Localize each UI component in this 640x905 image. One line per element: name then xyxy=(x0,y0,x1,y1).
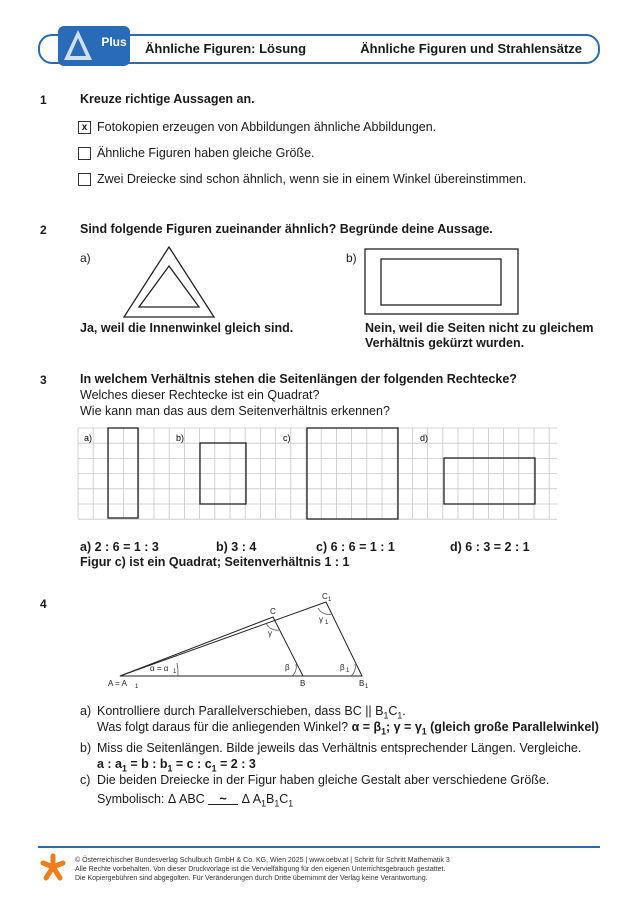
task3-question: In welchem Verhältnis stehen die Seitenlängen der folgenden Rechtecke? xyxy=(80,372,517,386)
label-alpha-sub: 1 xyxy=(173,669,177,675)
task2-a-label: a) xyxy=(80,251,91,265)
similarity-symbol: ~ xyxy=(208,794,238,805)
task1-option-3: Zwei Dreiecke sind schon ähnlich, wenn sie in einem Winkel übereinstimmen. xyxy=(97,172,527,186)
footer-line-3: Die Kopiergebühren sind abgegolten. Für Veränderungen durch Dritte übernimmt der Verlag keine Verantwortung. xyxy=(75,875,428,882)
rect-a xyxy=(108,428,138,518)
label-beta1: β xyxy=(340,663,345,672)
task1-number: 1 xyxy=(40,93,47,107)
grid-label-d: d) xyxy=(420,433,429,443)
label-beta1-sub: 1 xyxy=(346,668,350,674)
grid-label-b: b) xyxy=(176,433,185,443)
triangle-diagram xyxy=(108,590,378,690)
footer-line-2: Alle Rechte vorbehalten. Von dieser Druckvorlage ist die Vervielfältigung für den eigenen Unterrichtsgebrauch gestattet. xyxy=(75,866,446,873)
label-alpha: α = α xyxy=(150,664,169,673)
task2-a-answer: Ja, weil die Innenwinkel gleich sind. xyxy=(80,321,294,335)
task3-line3: Wie kann man das aus dem Seitenverhältnis erkennen? xyxy=(80,404,390,418)
label-B1: B xyxy=(359,679,365,688)
task4-b-line1: Miss die Seitenlängen. Bilde jeweils das Verhältnis entsprechender Längen. Vergleiche. xyxy=(97,741,582,755)
task1-checkbox-1[interactable]: x xyxy=(78,121,91,134)
label-B: B xyxy=(300,679,306,688)
task1-question: Kreuze richtige Aussagen an. xyxy=(80,92,255,106)
task1-option-1: Fotokopien erzeugen von Abbildungen ähnliche Abbildungen. xyxy=(97,120,437,134)
task3-answer-a: a) 2 : 6 = 1 : 3 xyxy=(80,540,159,554)
footer-rule xyxy=(38,846,600,848)
task2-b-label: b) xyxy=(346,251,357,265)
grid-label-a: a) xyxy=(84,433,93,443)
task2-question: Sind folgende Figuren zueinander ähnlich? Begründe deine Aussage. xyxy=(80,222,493,236)
task3-answer-d: d) 6 : 3 = 2 : 1 xyxy=(450,540,530,554)
task2-b-answer-1: Nein, weil die Seiten nicht zu gleichem xyxy=(365,321,594,335)
task4-a-line1: Kontrolliere durch Parallelverschieben, dass BC || $B_1C_1$. xyxy=(97,704,406,721)
label-A: A = A xyxy=(108,679,127,688)
task3-conclusion: Figur c) ist ein Quadrat; Seitenverhältnis 1 : 1 xyxy=(80,555,350,569)
task4-a-line2: Was folgt daraus für die anliegenden Winkel? $\alpha = \beta_1$; $\gamma = \gamma_1$ (gleich große Parallelwinkel) xyxy=(97,720,599,737)
task4-c-line1: Die beiden Dreiecke in der Figur haben gleiche Gestalt aber verschiedene Größe. xyxy=(97,773,550,787)
task3-number: 3 xyxy=(40,373,47,387)
task2-number: 2 xyxy=(40,223,47,237)
task3-answer-b: b) 3 : 4 xyxy=(216,540,257,554)
task4-b-label: b) xyxy=(80,741,92,755)
label-C: C xyxy=(270,607,276,616)
page-title: Ähnliche Figuren: Lösung xyxy=(145,41,307,56)
label-beta: β xyxy=(285,663,290,672)
rectangle-figure xyxy=(364,248,520,316)
task4-c-line2: Symbolisch: Δ ABC ~ Δ $A_1B_1C_1$ xyxy=(97,792,294,809)
label-A-sub: 1 xyxy=(135,684,139,690)
task4-number: 4 xyxy=(40,597,47,611)
task3-answer-c: c) 6 : 6 = 1 : 1 xyxy=(316,540,395,554)
badge-label: Plus xyxy=(101,35,127,49)
plus-badge-icon xyxy=(58,26,130,66)
task2-b-answer-2: Verhältnis gekürzt wurden. xyxy=(365,336,525,350)
label-C1-sub: 1 xyxy=(328,597,332,603)
task4-c-label: c) xyxy=(80,773,91,787)
page-topic: Ähnliche Figuren und Strahlensätze xyxy=(360,41,582,56)
task1-option-2: Ähnliche Figuren haben gleiche Größe. xyxy=(97,146,315,160)
task4-a-label: a) xyxy=(80,704,92,718)
grid-label-c: c) xyxy=(283,433,291,443)
label-B1-sub: 1 xyxy=(365,684,369,690)
task3-line2: Welches dieser Rechtecke ist ein Quadrat? xyxy=(80,388,320,402)
label-gamma1-sub: 1 xyxy=(325,620,329,626)
triangle-figure xyxy=(120,245,220,320)
label-gamma: γ xyxy=(268,629,272,638)
task1-checkbox-3[interactable] xyxy=(78,173,91,186)
grid-figure xyxy=(77,427,559,521)
publisher-logo-icon xyxy=(40,852,66,882)
label-gamma1: γ xyxy=(319,615,323,624)
footer-line-1: © Österreichischer Bundesverlag Schulbuch GmbH & Co. KG, Wien 2025 | www.oebv.at | Schritt für Schritt Mathematik 3 xyxy=(75,857,450,864)
label-C1: C xyxy=(322,592,328,601)
task4-b-answer: a : $a_1 = b$ : $b_1 = c$ : $c_1 = 2$ : 3 xyxy=(97,757,256,774)
task1-checkbox-2[interactable] xyxy=(78,147,91,160)
